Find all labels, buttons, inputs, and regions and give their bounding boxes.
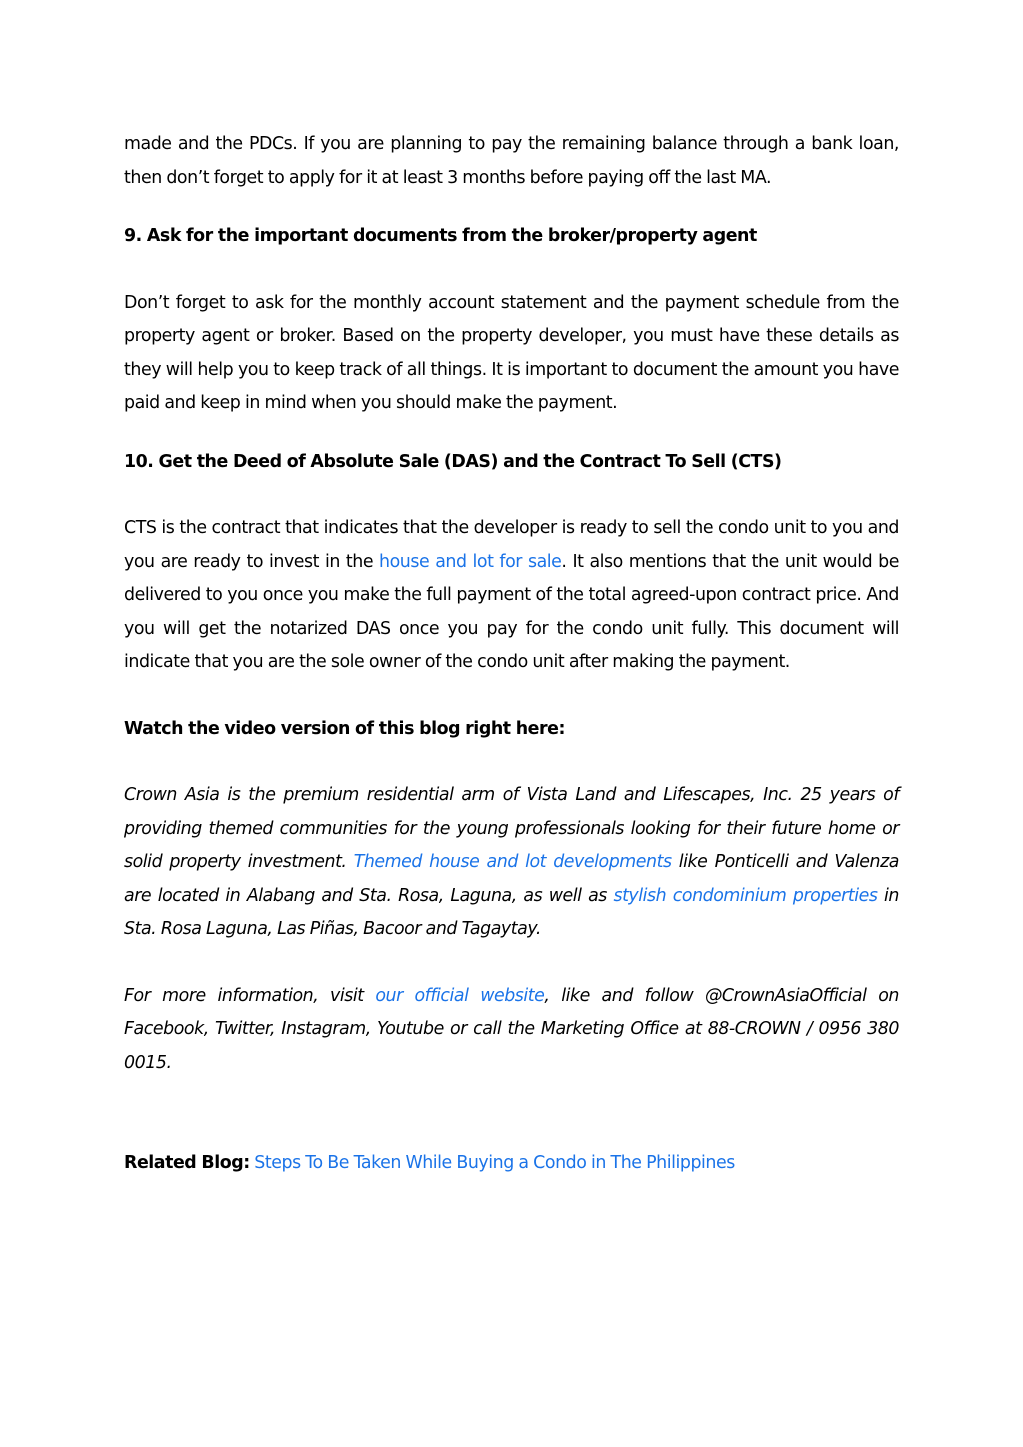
official-website-link[interactable]: our official website: [375, 985, 545, 1006]
contact-paragraph: [124, 980, 899, 1081]
section-9-body: Don’t forget to ask for the monthly account statement and the payment schedule from the property agent or broker. Based on the property developer, you must have these details as they will help you to keep track of all things. It is important to document the amount you have paid and keep in mind when you should make the payment.: [124, 292, 899, 413]
related-blog-link[interactable]: Steps To Be Taken While Buying a Condo in The Philippines: [254, 1153, 735, 1173]
related-blog-line: [124, 1147, 899, 1181]
section-10-heading: 10. Get the Deed of Absolute Sale (DAS) and the Contract To Sell (CTS): [124, 451, 782, 472]
about-text-1: Crown Asia is the premium residential arm of Vista Land and Lifescapes, Inc. 25 years of providing themed communities for the young professionals looking for their future home or solid property investment.: [124, 785, 899, 872]
stylish-condominium-link[interactable]: stylish condominium properties: [613, 885, 878, 906]
about-paragraph: [124, 779, 899, 947]
themed-house-and-lot-link[interactable]: Themed house and lot developments: [353, 852, 672, 872]
about-text-2: like Ponticelli and Valenza are located in Alabang and Sta. Rosa, Laguna, as well as: [124, 852, 899, 906]
section-10-text-1: CTS is the contract that indicates that the developer is ready to sell the condo unit to you and you are ready to invest in the: [124, 518, 899, 572]
house-and-lot-for-sale-link[interactable]: house and lot for sale: [379, 551, 562, 572]
contact-text-1: For more information, visit: [124, 985, 376, 1006]
paragraph-payment-balance: made and the PDCs. If you are planning to pay the remaining balance through a bank loan, then don’t forget to apply for it at least 3 months before paying off the last MA.: [124, 134, 899, 188]
contact-text-2: , like and follow @CrownAsiaOfficial on Facebook, Twitter, Instagram, Youtube or call the Marketing Office at 88-CROWN / 0956 380 0015.: [124, 985, 899, 1073]
about-text-3: in Sta. Rosa Laguna, Las Piñas, Bacoor and Tagaytay.: [124, 885, 899, 939]
video-heading: Watch the video version of this blog right here:: [124, 718, 565, 739]
section-9-heading: 9. Ask for the important documents from the broker/property agent: [124, 226, 757, 246]
section-10-body: [124, 512, 899, 680]
related-blog-label: Related Blog:: [124, 1153, 250, 1173]
document-page: [124, 128, 899, 1181]
section-10-text-2: . It also mentions that the unit would be delivered to you once you make the full payment of the total agreed-upon contract price. And you will get the notarized DAS once you pay for the condo unit fully. This document will indicate that you are the sole owner of the condo unit after making the payment.: [124, 551, 899, 672]
